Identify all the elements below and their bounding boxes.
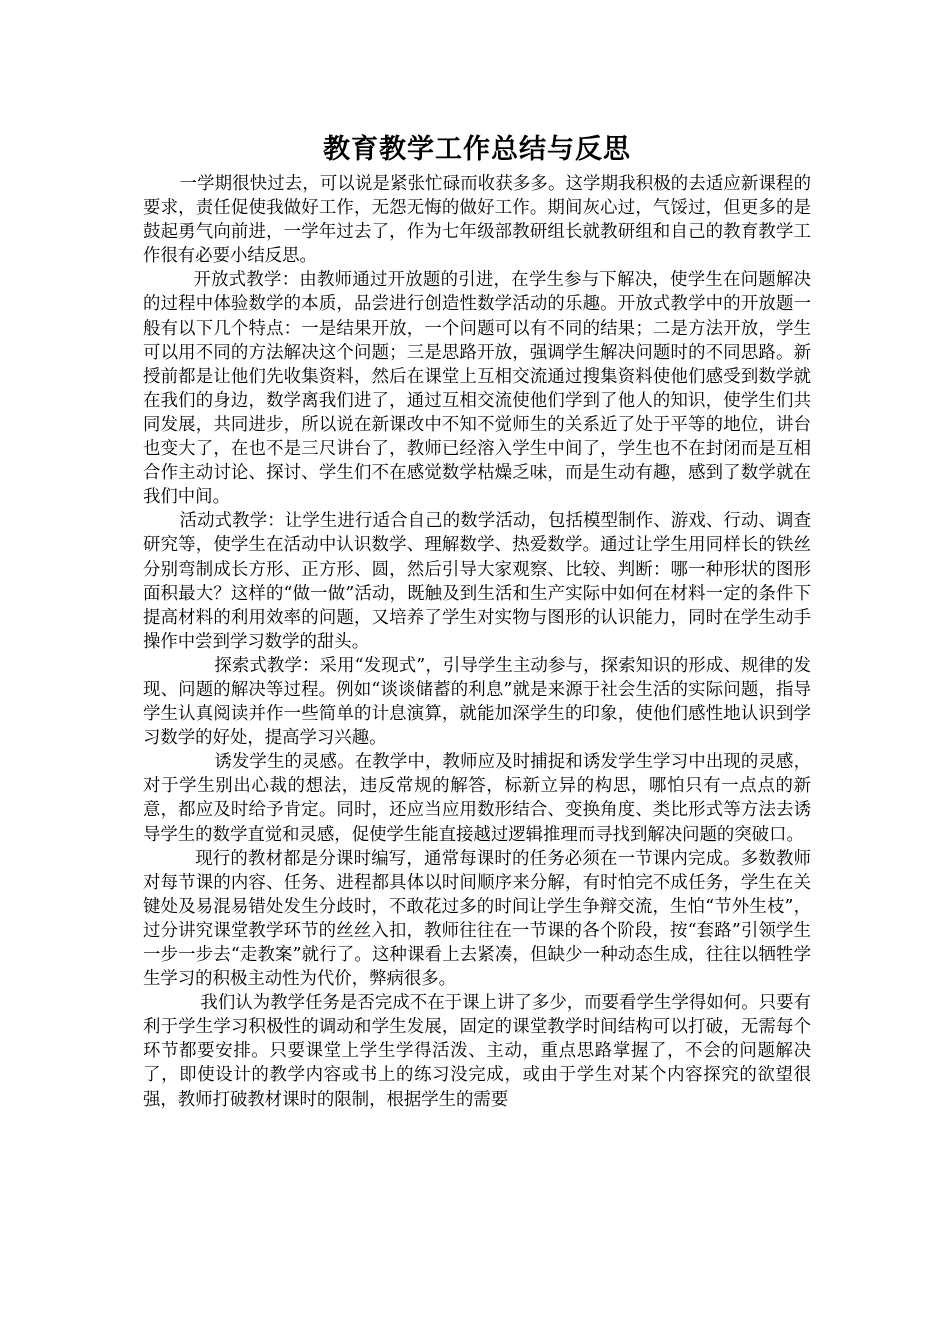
paragraph-teaching-tasks: 我们认为教学任务是否完成不在于课上讲了多少，而要看学生学得如何。只要有利于学生学习积极性的调动和学生发展，固定的课堂教学时间结构可以打破，无需每个环节都要安排。只要课堂上学生学得活泼、主动，重点思路掌握了，不会的问题解决了，即使设计的教学内容或书上的练习没完成，或由于学生对某个内容探究的欲望很强，教师打破教材课时的限制，根据学生的需要: [143, 993, 811, 1110]
paragraph-textbook-schedule: 现行的教材都是分课时编写，通常每课时的任务必须在一节课内完成。多数教师对每节课的内容、任务、进程都具体以时间顺序来分解，有时怕完不成任务，学生在关键处及易混易错处发生分歧时，不敢花过多的时间让学生争辩交流，生怕“节外生枝”，过分讲究课堂教学环节的丝丝入扣，教师往往在一节课的各个阶段，按“套路”引领学生一步一步去“走教案”就行了。这种课看上去紧凑，但缺少一种动态生成，往往以牺牲学生学习的积极主动性为代价，弊病很多。: [143, 848, 811, 990]
document-page: [143, 128, 811, 1112]
paragraph-activity-teaching: 活动式教学：让学生进行适合自己的数学活动，包括模型制作、游戏、行动、调查研究等，使学生在活动中认识数学、理解数学、热爱数学。通过让学生用同样长的铁丝分别弯制成长方形、正方形、圆，然后引导大家观察、比较、判断：哪一种形状的图形面积最大？这样的“做一做”活动，既触及到生活和生产实际中如何在材料一定的条件下提高材料的利用效率的问题，又培养了学生对实物与图形的认识能力，同时在学生动手操作中尝到学习数学的甜头。: [143, 511, 811, 652]
paragraph-exploration-teaching: 探索式教学：采用“发现式”，引导学生主动参与，探索知识的形成、规律的发现、问题的解决等过程。例如“谈谈储蓄的利息”就是来源于社会生活的实际问题，指导学生认真阅读并作一些简单的计息演算，就能加深学生的印象，使他们感性地认识到学习数学的好处，提高学习兴趣。: [143, 655, 811, 749]
paragraph-open-teaching: 开放式教学：由教师通过开放题的引进，在学生参与下解决，使学生在问题解决的过程中体验数学的本质，品尝进行创造性数学活动的乐趣。开放式教学中的开放题一般有以下几个特点：一是结果开放，一个问题可以有不同的结果；二是方法开放，学生可以用不同的方法解决这个问题；三是思路开放，强调学生解决问题时的不同思路。新授前都是让他们先收集资料，然后在课堂上互相交流通过搜集资料使他们感受到数学就在我们的身边，数学离我们进了，通过互相交流使他们学到了他人的知识，使学生们共同发展，共同进步，所以说在新课改中不知不觉师生的关系近了处于平等的地位，讲台也变大了，在也不是三尺讲台了，教师已经溶入学生中间了，学生也不在封闭而是互相合作主动讨论、探讨、学生们不在感觉数学枯燥乏味，而是生动有趣，感到了数学就在我们中间。: [143, 270, 811, 508]
paragraph-inspiration: 诱发学生的灵感。在教学中，教师应及时捕捉和诱发学生学习中出现的灵感，对于学生别出心裁的想法，违反常规的解答，标新立异的构思，哪怕只有一点点的新意，都应及时给予肯定。同时，还应当应用数形结合、变换角度、类比形式等方法去诱导学生的数学直觉和灵感，促使学生能直接越过逻辑推理而寻找到解决问题的突破口。: [143, 752, 811, 845]
paragraph-intro: 一学期很快过去，可以说是紧张忙碌而收获多多。这学期我积极的去适应新课程的要求，责任促使我做好工作，无怨无悔的做好工作。期间灰心过，气馁过，但更多的是鼓起勇气向前进，一学年过去了，作为七年级部教研组长就教研组和自己的教育教学工作很有必要小结反思。: [143, 174, 811, 267]
document-title: 教育教学工作总结与反思: [323, 134, 631, 165]
